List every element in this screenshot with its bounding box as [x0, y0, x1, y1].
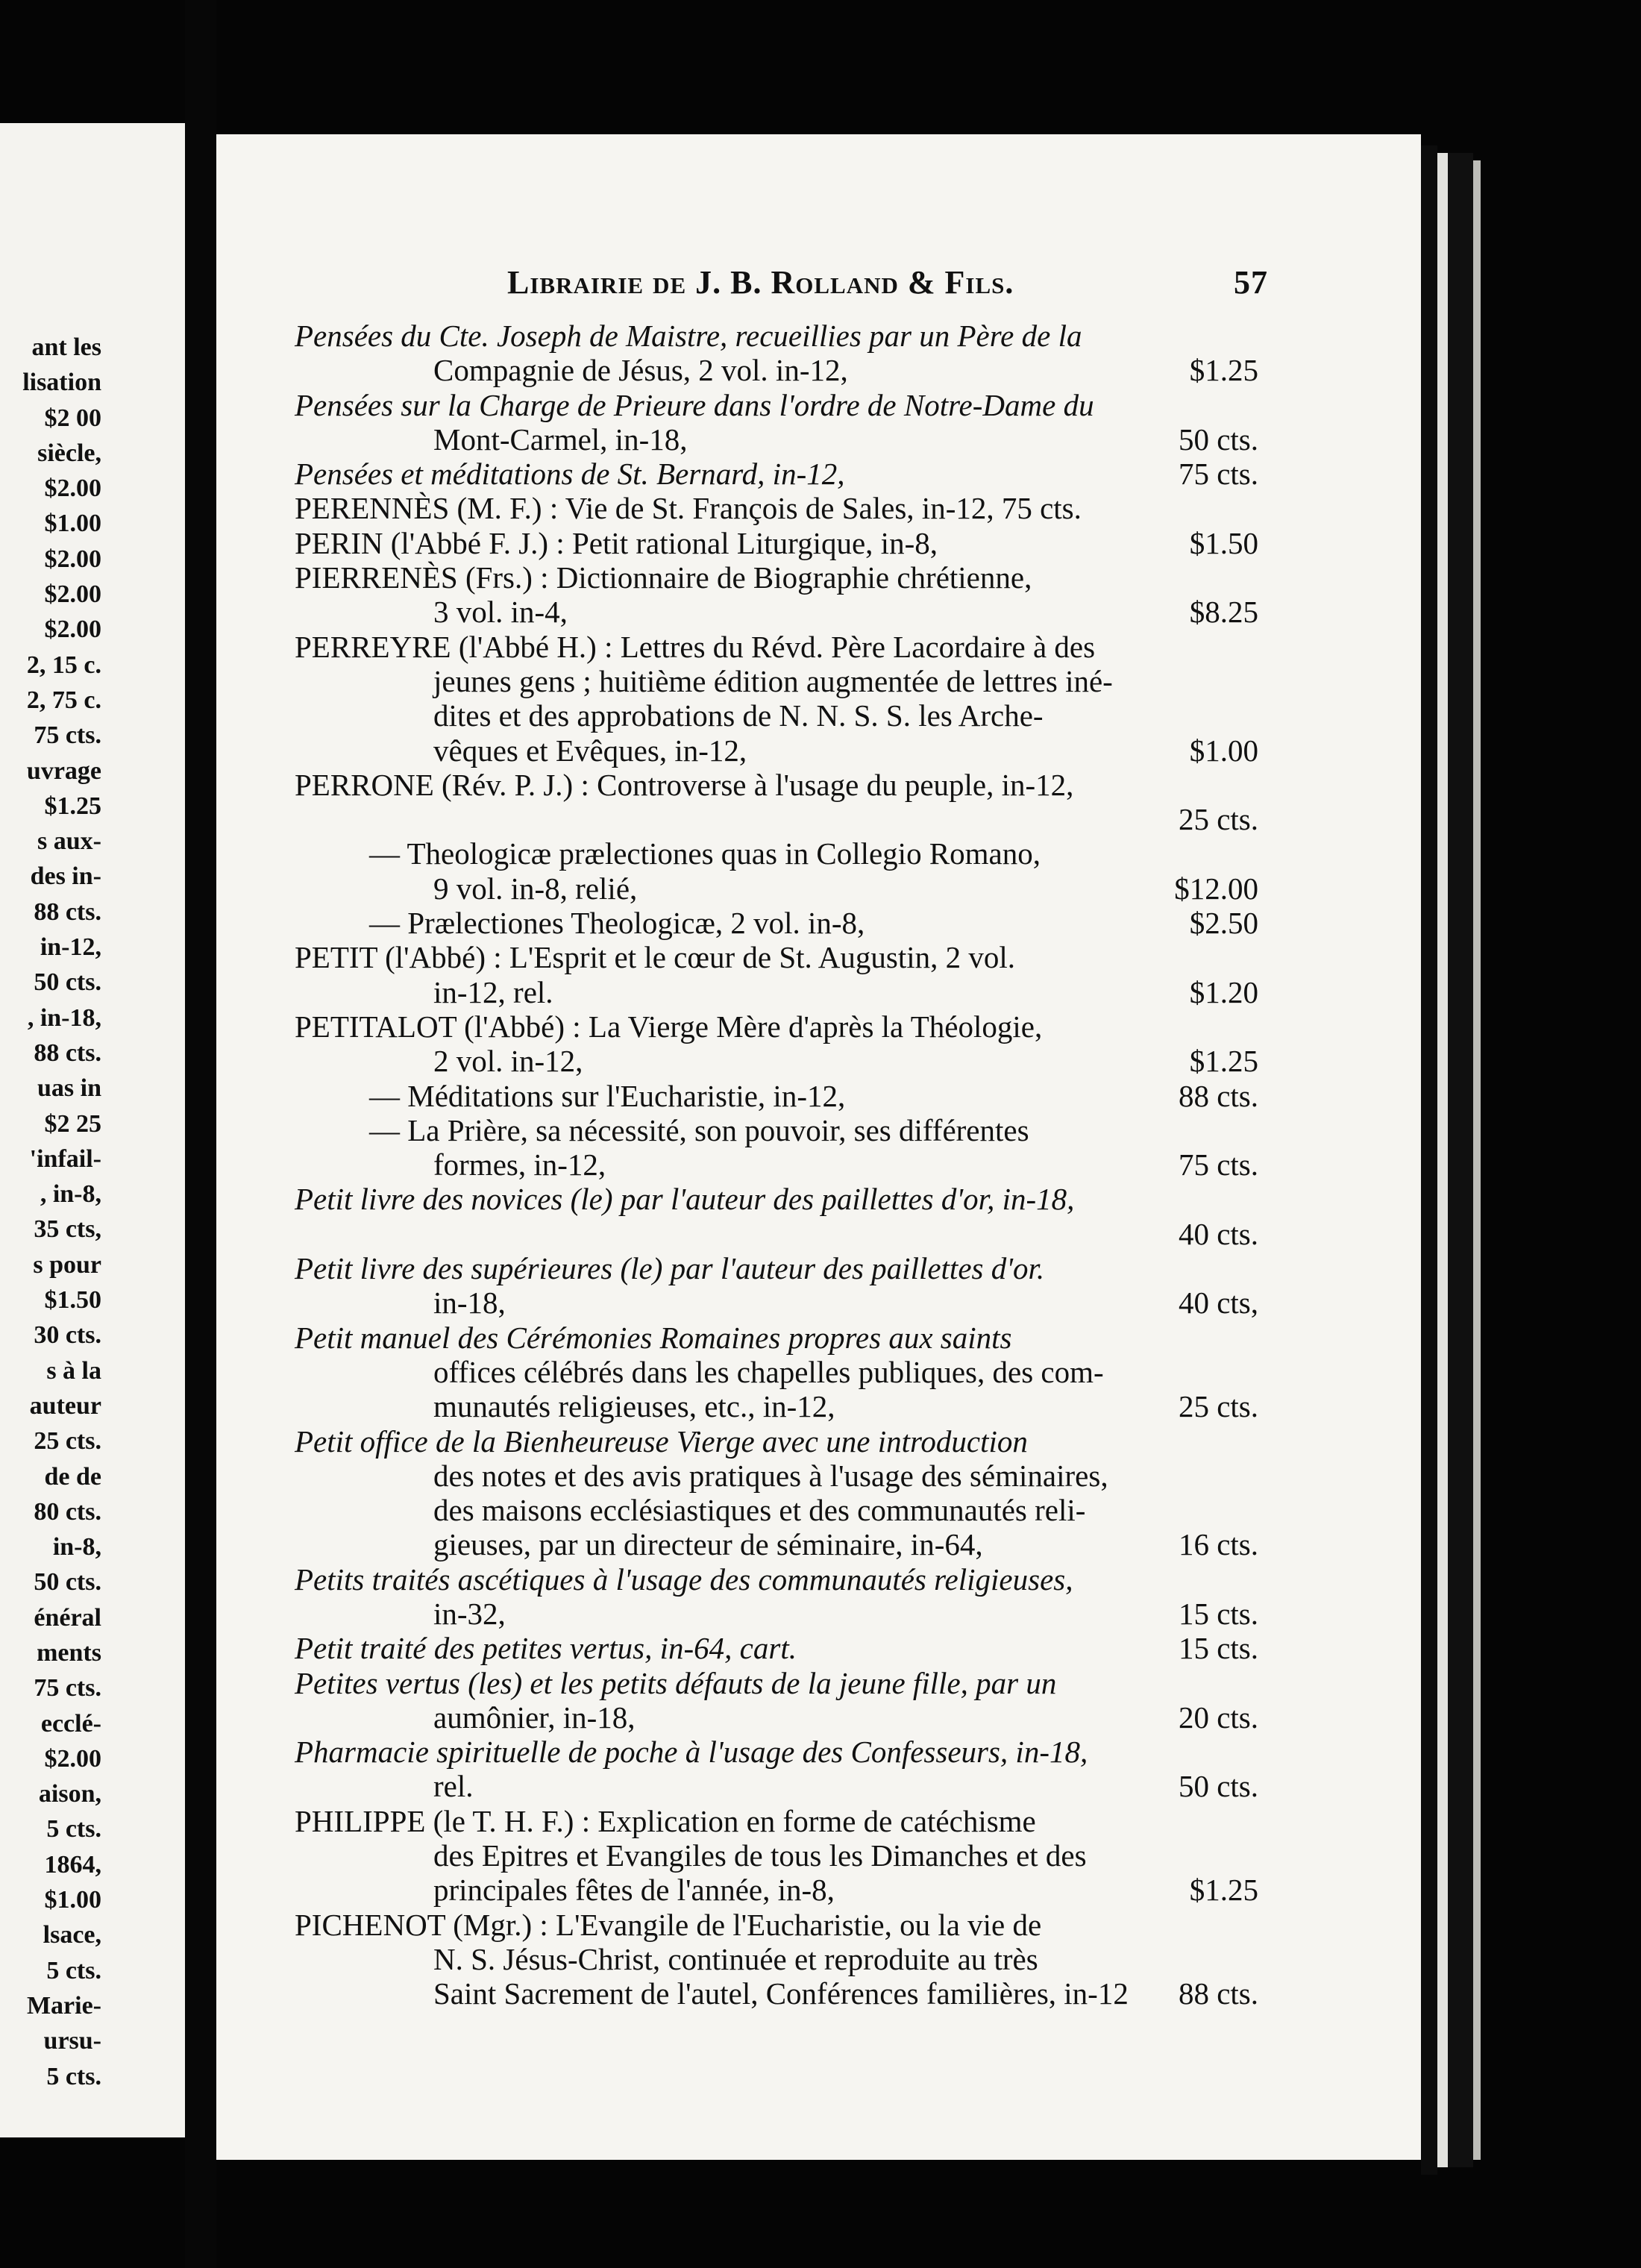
entry-line: dites et des approbations de N. N. S. S. les Arche- [433, 698, 1044, 733]
previous-page-line: aison, [38, 1780, 101, 1808]
entry-line: gieuses, par un directeur de séminaire, in-64, [433, 1527, 983, 1562]
catalog-entry [295, 388, 1258, 457]
entry-line: PHILIPPE (le T. H. F.) : Explication en forme de catéchisme [295, 1803, 1036, 1838]
entry-price: 88 cts. [1174, 1079, 1258, 1113]
previous-page-line: s pour [33, 1250, 101, 1279]
previous-page-line: $1.25 [44, 792, 101, 820]
previous-page-line: lsace, [43, 1921, 101, 1949]
entry-line: Petit office de la Bienheureuse Vierge avec une introduction [295, 1423, 1028, 1459]
previous-page-line: lisation [22, 369, 101, 397]
previous-page-line: siècle, [37, 439, 101, 467]
entry-line: principales fêtes de l'année, in-8, [433, 1873, 835, 1908]
entry-price: 88 cts. [1174, 1976, 1258, 2011]
catalog-entry [295, 1666, 1258, 1735]
catalog-entry [295, 1079, 1258, 1113]
entry-line: Petites vertus (les) et les petits défauts de la jeune fille, par un [295, 1665, 1057, 1700]
previous-page-line: $1.50 [44, 1286, 101, 1315]
entry-line: in-12, rel. [433, 974, 553, 1009]
entry-line: jeunes gens ; huitième édition augmentée de lettres iné- [433, 663, 1113, 698]
entry-line: in-32, [433, 1596, 506, 1631]
catalog-entry [295, 1631, 1258, 1665]
entry-price: 40 cts. [1174, 1217, 1258, 1251]
catalog-entry [295, 1251, 1258, 1321]
catalog-entries [295, 319, 1258, 2011]
entry-price: $1.25 [1185, 1873, 1258, 1907]
entry-line: — Prælectiones Theologicæ, 2 vol. in-8, [369, 906, 865, 941]
entry-line: N. S. Jésus-Christ, continuée et reproduite au très [433, 1941, 1038, 1976]
previous-page-line: $2.00 [44, 474, 101, 503]
entry-price: $1.50 [1185, 526, 1258, 560]
previous-page-line: ursu- [43, 2027, 101, 2055]
book-gutter [185, 0, 216, 2268]
previous-page-line: uas in [37, 1074, 101, 1103]
page-edge [1473, 160, 1481, 2160]
entry-line: PETITALOT (l'Abbé) : La Vierge Mère d'après la Théologie, [295, 1009, 1043, 1044]
previous-page-line: ments [37, 1638, 101, 1667]
entry-line: rel. [433, 1769, 474, 1804]
previous-page-line: 'infail- [29, 1144, 101, 1173]
previous-page-line: $1.00 [44, 1886, 101, 1914]
entry-line: 9 vol. in-8, relié, [433, 871, 638, 906]
previous-page-line: $2 00 [44, 404, 101, 432]
previous-page-line: uvrage [26, 756, 101, 785]
catalog-entry [295, 526, 1258, 560]
entry-line: Pensées et méditations de St. Bernard, in-12, [295, 457, 845, 492]
previous-page-line: Marie- [26, 1991, 101, 2020]
previous-page-line: 88 cts. [34, 1039, 101, 1067]
entry-price: 15 cts. [1174, 1631, 1258, 1665]
entry-price: $1.20 [1185, 975, 1258, 1009]
previous-page-line: 80 cts. [34, 1497, 101, 1526]
entry-line: PERRONE (Rév. P. J.) : Controverse à l'usage du peuple, in-12, [295, 767, 1074, 802]
catalog-entry [295, 491, 1258, 525]
entry-price: $2.50 [1185, 906, 1258, 940]
catalog-entry [295, 630, 1258, 768]
entry-price: $1.00 [1185, 733, 1258, 768]
previous-page-line: 35 cts, [34, 1215, 101, 1244]
catalog-entry [295, 940, 1258, 1009]
previous-page-line: in-8, [52, 1533, 101, 1561]
previous-page-line: 5 cts. [46, 2062, 101, 2090]
previous-page-line: in-12, [40, 933, 101, 962]
catalog-entry [295, 1182, 1258, 1251]
entry-price: 50 cts. [1174, 422, 1258, 457]
running-title: Librairie de J. B. Rolland & Fils. [507, 264, 1014, 301]
previous-page-line: s à la [46, 1356, 101, 1385]
catalog-entry [295, 1908, 1258, 2011]
catalog-entry [295, 906, 1258, 940]
entry-line: Petits traités ascétiques à l'usage des communautés religieuses, [295, 1561, 1073, 1597]
previous-page-line: 5 cts. [46, 1815, 101, 1843]
entry-line: des notes et des avis pratiques à l'usage des séminaires, [433, 1458, 1108, 1493]
previous-page-line: ant les [31, 333, 101, 361]
entry-price: $1.25 [1185, 353, 1258, 387]
previous-page-fragment [0, 123, 185, 2137]
previous-page-line: ecclé- [40, 1709, 101, 1738]
previous-page-line: $2.00 [44, 545, 101, 573]
catalog-entry [295, 560, 1258, 630]
previous-page-line: , in-18, [27, 1003, 101, 1032]
entry-price: 20 cts. [1174, 1700, 1258, 1735]
previous-page-line: 50 cts. [34, 1568, 101, 1597]
page-edge [1421, 145, 1437, 2175]
previous-page-line: 25 cts. [34, 1427, 101, 1456]
page-edge [1437, 153, 1448, 2167]
entry-line: — Theologicæ prælectiones quas in Collegio Romano, [369, 836, 1041, 871]
entry-price: $12.00 [1170, 871, 1258, 906]
entry-price: $1.25 [1185, 1044, 1258, 1078]
entry-price: $8.25 [1185, 595, 1258, 629]
entry-line: — Méditations sur l'Eucharistie, in-12, [369, 1078, 846, 1113]
entry-line: Petit manuel des Cérémonies Romaines propres aux saints [295, 1320, 1012, 1355]
entry-price: 15 cts. [1174, 1597, 1258, 1631]
entry-line: munautés religieuses, etc., in-12, [433, 1389, 835, 1424]
entry-line: Pensées du Cte. Joseph de Maistre, recueillies par un Père de la [295, 319, 1082, 353]
running-header [291, 256, 1268, 316]
previous-page-line: 1864, [44, 1850, 101, 1879]
entry-price: 50 cts. [1174, 1769, 1258, 1803]
entry-line: vêques et Evêques, in-12, [433, 733, 747, 768]
entry-line: Pensées sur la Charge de Prieure dans l'ordre de Notre-Dame du [295, 387, 1094, 422]
catalog-entry [295, 1321, 1258, 1424]
previous-page-line: $2.00 [44, 580, 101, 609]
previous-page-text [0, 330, 101, 2094]
entry-price: 75 cts. [1174, 1147, 1258, 1182]
entry-line: PICHENOT (Mgr.) : L'Evangile de l'Eucharistie, ou la vie de [295, 1907, 1042, 1942]
entry-price: 25 cts. [1174, 802, 1258, 836]
page-number: 57 [1234, 264, 1268, 301]
catalog-entry [295, 1735, 1258, 1804]
previous-page-line: auteur [29, 1391, 101, 1420]
catalog-entry [295, 319, 1258, 388]
previous-page-line: 88 cts. [34, 898, 101, 926]
entry-line: formes, in-12, [433, 1147, 606, 1182]
catalog-entry [295, 457, 1258, 491]
previous-page-line: énéral [34, 1603, 101, 1632]
entry-line: PETIT (l'Abbé) : L'Esprit et le cœur de St. Augustin, 2 vol. [295, 940, 1016, 975]
entry-price: 16 cts. [1174, 1527, 1258, 1561]
catalog-entry [295, 1804, 1258, 1908]
previous-page-line: $2 25 [44, 1109, 101, 1138]
entry-line: Petit livre des novices (le) par l'auteur des paillettes d'or, in-18, [295, 1182, 1075, 1217]
entry-line: des maisons ecclésiastiques et des communautés reli- [433, 1493, 1086, 1528]
previous-page-line: 30 cts. [34, 1321, 101, 1350]
entry-line: 2 vol. in-12, [433, 1044, 583, 1079]
page-edge [1448, 153, 1473, 2167]
catalog-entry [295, 1009, 1258, 1079]
entry-line: 3 vol. in-4, [433, 595, 568, 630]
entry-price: 75 cts. [1174, 457, 1258, 491]
entry-line: PERIN (l'Abbé F. J.) : Petit rational Liturgique, in-8, [295, 525, 938, 560]
previous-page-line: $2.00 [44, 615, 101, 644]
previous-page-line: $2.00 [44, 1744, 101, 1773]
entry-line: Pharmacie spirituelle de poche à l'usage des Confesseurs, in-18, [295, 1735, 1088, 1770]
catalog-entry [295, 1562, 1258, 1632]
entry-line: des Epitres et Evangiles de tous les Dimanches et des [433, 1838, 1087, 1873]
entry-line: PERENNÈS (M. F.) : Vie de St. François de Sales, in-12, 75 cts. [295, 491, 1082, 526]
entry-line: PERREYRE (l'Abbé H.) : Lettres du Révd. Père Lacordaire à des [295, 629, 1096, 664]
previous-page-line: de de [44, 1462, 101, 1491]
previous-page-line: 2, 75 c. [26, 686, 101, 714]
entry-line: in-18, [433, 1285, 506, 1321]
previous-page-line: s aux- [37, 827, 101, 856]
entry-price: 25 cts. [1174, 1389, 1258, 1423]
entry-line: Petit traité des petites vertus, in-64, cart. [295, 1631, 797, 1666]
catalog-entry [295, 768, 1258, 837]
previous-page-line: des in- [30, 862, 101, 891]
catalog-entry [295, 836, 1258, 906]
previous-page-line: 2, 15 c. [26, 651, 101, 679]
entry-line: Saint Sacrement de l'autel, Conférences familières, in-12 [433, 1976, 1129, 2011]
previous-page-line: 5 cts. [46, 1956, 101, 1985]
entry-line: Compagnie de Jésus, 2 vol. in-12, [433, 353, 848, 388]
entry-line: PIERRENÈS (Frs.) : Dictionnaire de Biographie chrétienne, [295, 560, 1032, 595]
previous-page-line: 75 cts. [34, 1674, 101, 1702]
previous-page-line: , in-8, [40, 1180, 101, 1209]
entry-price: 40 cts, [1174, 1285, 1258, 1320]
entry-line: aumônier, in-18, [433, 1700, 636, 1735]
catalog-entry [295, 1424, 1258, 1562]
entry-line: Mont-Carmel, in-18, [433, 422, 688, 457]
entry-line: — La Prière, sa nécessité, son pouvoir, ses différentes [369, 1112, 1029, 1147]
entry-line: Petit livre des supérieures (le) par l'auteur des paillettes d'or. [295, 1251, 1045, 1286]
entry-line: offices célébrés dans les chapelles publiques, des com- [433, 1354, 1104, 1389]
previous-page-line: 50 cts. [34, 968, 101, 997]
previous-page-line: 75 cts. [34, 721, 101, 750]
catalog-entry [295, 1113, 1258, 1182]
previous-page-line: $1.00 [44, 510, 101, 538]
